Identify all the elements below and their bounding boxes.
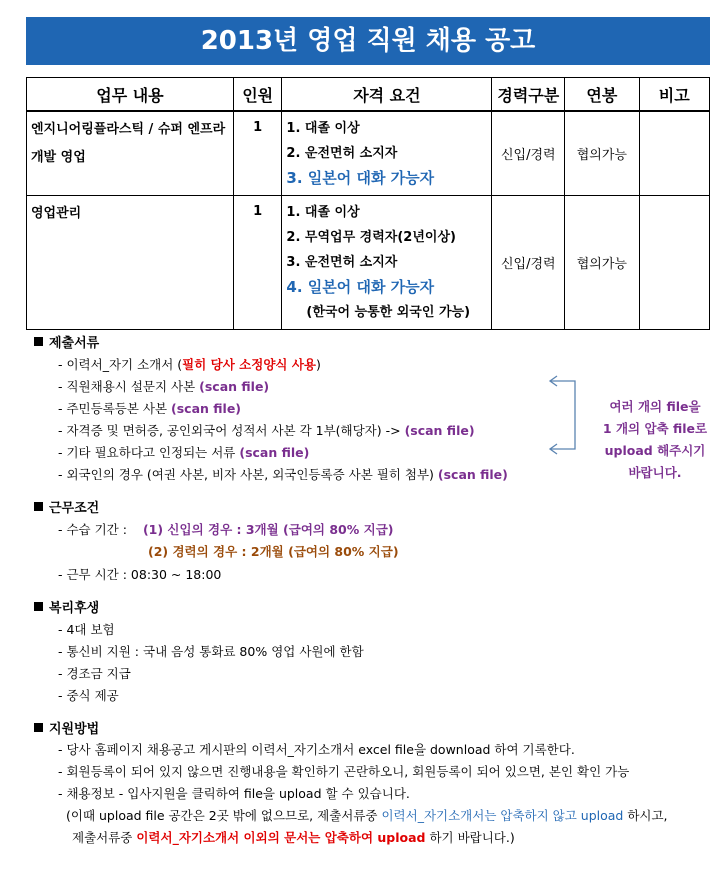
header-count: 인원 [233, 78, 282, 112]
requirement-item: 4. 일본어 대화 가능자 [286, 278, 435, 296]
apply-line: 제출서류중 이력서_자기소개서 이외의 문서는 압축하여 upload 하기 바랍니다.) [72, 830, 515, 845]
task-line: 영업관리 [31, 206, 82, 221]
square-bullet-icon [34, 602, 43, 611]
job-table [26, 77, 710, 330]
header-note: 비고 [639, 78, 709, 112]
requirement-item: 2. 무역업무 경력자(2년이상) [286, 230, 456, 245]
benefit-item: - 통신비 지원 : 국내 음성 통화료 80% 영업 사원에 한함 [58, 644, 364, 659]
requirement-item: 1. 대졸 이상 [286, 205, 360, 220]
note-cell [639, 111, 709, 196]
count-cell: 1 [233, 111, 282, 196]
compression-note: 여러 개의 file을 1 개의 압축 file로 upload 해주시기 바랍니다. [602, 399, 708, 480]
task-line: 엔지니어링플라스틱 / 슈퍼 엔프라 [31, 122, 226, 137]
salary-cell: 협의가능 [565, 111, 639, 196]
table-header-row [27, 78, 710, 112]
document-item: - 주민등록등본 사본 (scan file) [58, 401, 242, 416]
document-item: - 자격증 및 면허증, 공인외국어 성적서 사본 각 1부(해당자) -> (scan file) [58, 423, 475, 438]
apply-line: - 회원등록이 되어 있지 않으면 진행내용을 확인하기 곤란하오니, 회원등록이 되어 있으면, 본인 확인 가능 [58, 764, 630, 779]
count-cell: 1 [233, 196, 282, 330]
task-line: 개발 영업 [31, 150, 86, 165]
square-bullet-icon [34, 723, 43, 732]
apply-line: (이때 upload file 공간은 2곳 밖에 없으므로, 제출서류중 이력서_자기소개서는 압축하지 않고 upload 하시고, [66, 808, 668, 823]
document-item: - 직원채용시 설문지 사본 (scan file) [58, 379, 270, 394]
probation-line: (2) 경력의 경우 : 2개월 (급여의 80% 지급) [148, 544, 399, 559]
task-cell [27, 196, 234, 330]
probation-line: - 수습 기간 : (1) 신입의 경우 : 3개월 (급여의 80% 지급) [58, 522, 394, 537]
apply-heading: 지원방법 [34, 718, 99, 737]
requirement-item: 3. 일본어 대화 가능자 [286, 169, 435, 187]
requirements-cell [282, 111, 492, 196]
requirement-item: 1. 대졸 이상 [286, 121, 360, 136]
career-cell: 신입/경력 [492, 111, 565, 196]
note-cell [639, 196, 709, 330]
task-cell [27, 111, 234, 196]
documents-heading: 제출서류 [34, 332, 99, 351]
header-requirements: 자격 요건 [282, 78, 492, 112]
table-row [27, 196, 710, 330]
benefits-heading: 복리후생 [34, 597, 99, 616]
header-salary: 연봉 [565, 78, 639, 112]
square-bullet-icon [34, 502, 43, 511]
bracket-arrow-icon [545, 375, 585, 455]
square-bullet-icon [34, 337, 43, 346]
header-career: 경력구분 [492, 78, 565, 112]
apply-line: - 당사 홈페이지 채용공고 게시판의 이력서_자기소개서 excel file을 download 하여 기록한다. [58, 742, 575, 757]
requirement-item: (한국어 능통한 외국인 가능) [306, 305, 471, 320]
page-title: 2013년 영업 직원 채용 공고 [26, 17, 710, 65]
benefit-item: - 경조금 지급 [58, 666, 131, 681]
apply-line: - 채용정보 - 입사지원을 클릭하여 file을 upload 할 수 있습니다. [58, 786, 410, 801]
career-cell: 신입/경력 [492, 196, 565, 330]
document-item: - 이력서_자기 소개서 (필히 당사 소정양식 사용) [58, 357, 321, 372]
benefit-item: - 중식 제공 [58, 688, 119, 703]
header-task: 업무 내용 [27, 78, 234, 112]
requirement-item: 3. 운전면허 소지자 [286, 255, 398, 270]
table-row [27, 111, 710, 196]
benefit-item: - 4대 보험 [58, 622, 115, 637]
document-item: - 기타 필요하다고 인정되는 서류 (scan file) [58, 445, 310, 460]
document-item: - 외국인의 경우 (여권 사본, 비자 사본, 외국인등록증 사본 필히 첨부) (scan file) [58, 467, 508, 482]
requirement-item: 2. 운전면허 소지자 [286, 146, 398, 161]
conditions-heading: 근무조건 [34, 497, 99, 516]
requirements-cell [282, 196, 492, 330]
salary-cell: 협의가능 [565, 196, 639, 330]
work-hours: - 근무 시간 : 08:30 ~ 18:00 [58, 567, 222, 582]
